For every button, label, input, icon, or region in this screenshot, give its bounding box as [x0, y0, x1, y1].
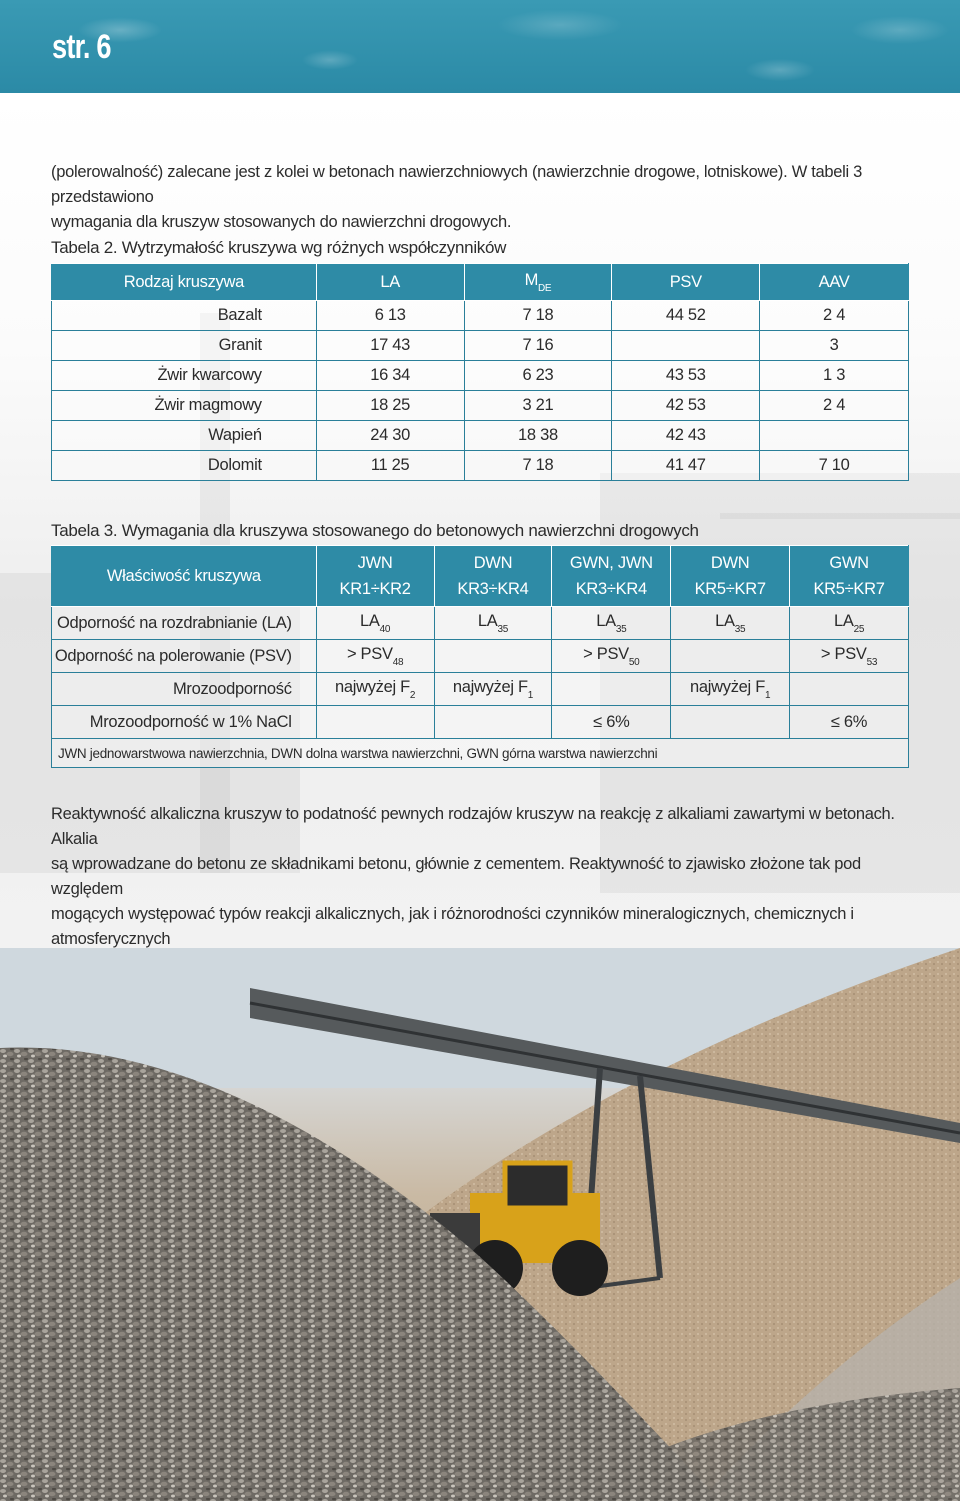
table-cell — [434, 706, 552, 739]
table-cell: > $PSV_{48}$ — [316, 640, 434, 673]
table-cell — [671, 706, 790, 739]
table-cell: najwyżej $F_1$ — [434, 673, 552, 706]
table-cell — [552, 673, 671, 706]
table-cell: najwyżej $F_1$ — [671, 673, 790, 706]
table-row — [52, 361, 909, 391]
table-cell: 11 25 — [316, 451, 464, 481]
table3-header-dwn-kr5: DWN KR5÷KR7 — [671, 546, 790, 607]
intro-line-2: wymagania dla kruszyw stosowanych do nawierzchni drogowych. — [51, 213, 512, 231]
table-cell: Mrozoodporność w 1% NaCl — [52, 706, 317, 739]
table-cell — [790, 673, 909, 706]
table2-header-aggregate-type: Rodzaj kruszywa — [52, 264, 317, 301]
table2-caption: Tabela 2. Wytrzymałość kruszywa wg różnych współczynników — [51, 238, 507, 257]
table-cell: 7 18 — [464, 451, 612, 481]
table-cell: ≤ 6% — [552, 706, 671, 739]
table-cell: najwyżej $F_2$ — [316, 673, 434, 706]
paragraph-line: są wprowadzane do betonu ze składnikami betonu, głównie z cementem. Reaktywność to zjawisko złożone tak pod względem — [51, 855, 861, 898]
table-cell — [434, 640, 552, 673]
table-cell: 7 16 — [464, 331, 612, 361]
table-cell: Mrozoodporność — [52, 673, 317, 706]
table-cell — [760, 421, 909, 451]
table-cell: 7 10 — [760, 451, 909, 481]
table-cell: Odporność na polerowanie (PSV) — [52, 640, 317, 673]
table-cell: Odporność na rozdrabnianie (LA) — [52, 607, 317, 640]
table-cell: 24 30 — [316, 421, 464, 451]
table3-footnote: JWN jednowarstwowa nawierzchnia, DWN dolna warstwa nawierzchni, GWN górna warstwa nawierzchni — [52, 739, 909, 768]
table3-header-gwn-jwn: GWN, JWN KR3÷KR4 — [552, 546, 671, 607]
table-cell: $LA_{35}$ — [434, 607, 552, 640]
table-cell: > $PSV_{50}$ — [552, 640, 671, 673]
table-cell: Żwir magmowy — [52, 391, 317, 421]
table-cell: 18 38 — [464, 421, 612, 451]
table-row — [52, 451, 909, 481]
table-cell: Żwir kwarcowy — [52, 361, 317, 391]
table-note-row — [52, 739, 909, 768]
table-row — [52, 640, 909, 673]
table-cell: 6 23 — [464, 361, 612, 391]
intro-paragraph — [51, 160, 921, 235]
table2-header-row — [52, 264, 909, 301]
table-cell: $LA_{35}$ — [552, 607, 671, 640]
table-cell: ≤ 6% — [790, 706, 909, 739]
table-cell: 42 43 — [612, 421, 760, 451]
table-cell: $LA_{25}$ — [790, 607, 909, 640]
table-row — [52, 706, 909, 739]
table-cell: $LA_{40}$ — [316, 607, 434, 640]
table3-caption: Tabela 3. Wymagania dla kruszywa stosowanego do betonowych nawierzchni drogowych — [51, 521, 699, 540]
page-number: str. 6 — [52, 28, 111, 66]
table-cell: 3 21 — [464, 391, 612, 421]
table-cell: 7 18 — [464, 301, 612, 331]
table-cell: 3 — [760, 331, 909, 361]
table-row — [52, 673, 909, 706]
table3-header-dwn-kr3: DWN KR3÷KR4 — [434, 546, 552, 607]
table-cell: Wapień — [52, 421, 317, 451]
table-cell: 43 53 — [612, 361, 760, 391]
table-cell — [612, 331, 760, 361]
table-cell — [671, 640, 790, 673]
table3-header-jwn: JWN KR1÷KR2 — [316, 546, 434, 607]
table-cell: 6 13 — [316, 301, 464, 331]
table-cell — [316, 706, 434, 739]
table-row — [52, 331, 909, 361]
gravel-quarry-photo — [0, 948, 960, 1501]
table2-strength — [51, 263, 909, 481]
table-cell: 2 4 — [760, 301, 909, 331]
table-cell: 41 47 — [612, 451, 760, 481]
table2-header-la: LA — [316, 264, 464, 301]
table2-header-psv: PSV — [612, 264, 760, 301]
table-row — [52, 301, 909, 331]
quarry-illustration — [0, 948, 960, 1501]
table-cell: 44 52 — [612, 301, 760, 331]
table3-header-row — [52, 546, 909, 607]
paragraph-line: Reaktywność alkaliczna kruszyw to podatność pewnych rodzajów kruszyw na reakcję z alkaliami zawartymi w betonach. Alkalia — [51, 805, 895, 848]
table2-header-mde: $M_{DE}$ — [464, 264, 612, 301]
table-cell: Granit — [52, 331, 317, 361]
table-cell: $LA_{35}$ — [671, 607, 790, 640]
table-row — [52, 391, 909, 421]
table2-header-aav: AAV — [760, 264, 909, 301]
table3-header-gwn-kr5: GWN KR5÷KR7 — [790, 546, 909, 607]
paragraph-line: mogących występować typów reakcji alkalicznych, jak i różnorodności czynników mineralogicznych, chemicznych i atmosferycznych — [51, 905, 854, 948]
table-cell: 42 53 — [612, 391, 760, 421]
table-cell: 1 3 — [760, 361, 909, 391]
table3-requirements — [51, 545, 909, 768]
table-cell: 16 34 — [316, 361, 464, 391]
table-row — [52, 607, 909, 640]
table3-header-property: Właściwość kruszywa — [52, 546, 317, 607]
table-cell: > $PSV_{53}$ — [790, 640, 909, 673]
table-cell: Dolomit — [52, 451, 317, 481]
table-cell: 18 25 — [316, 391, 464, 421]
intro-line-1: (polerowalność) zalecane jest z kolei w betonach nawierzchniowych (nawierzchnie drogowe, lotniskowe). W tabeli 3 przedstawiono — [51, 163, 863, 206]
table-cell: 2 4 — [760, 391, 909, 421]
page-header-band — [0, 0, 960, 93]
table-cell: 17 43 — [316, 331, 464, 361]
table-row — [52, 421, 909, 451]
table-cell: Bazalt — [52, 301, 317, 331]
